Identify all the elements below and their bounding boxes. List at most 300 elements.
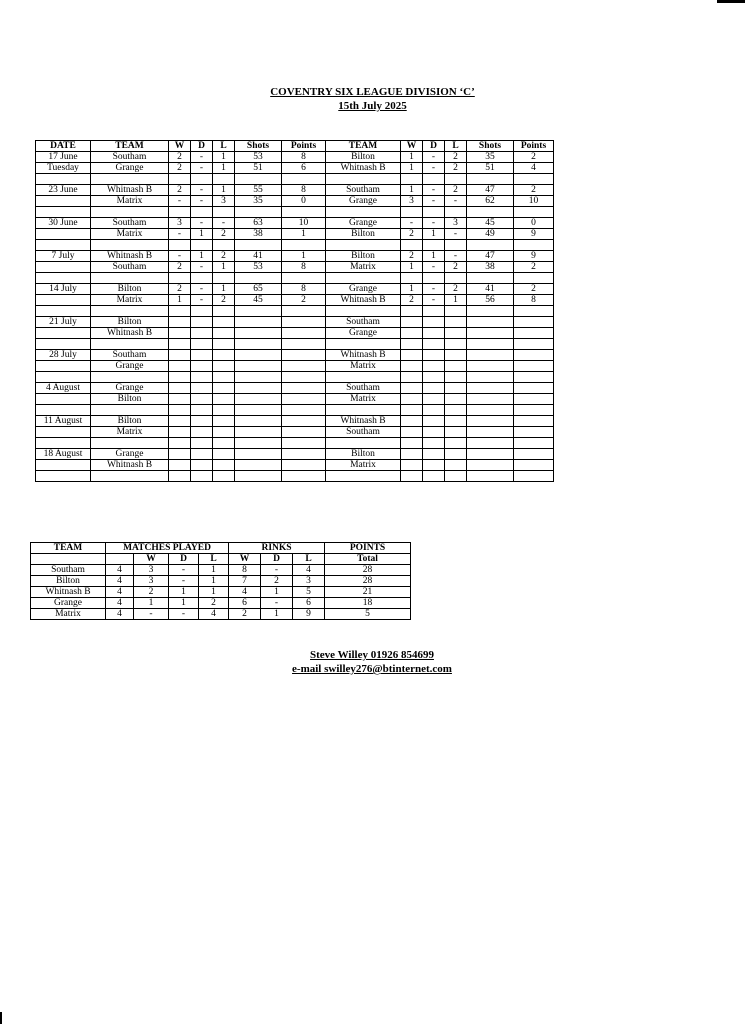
fixture-cell (235, 317, 282, 328)
fixture-cell: Bilton (91, 394, 169, 405)
fixture-cell (401, 416, 423, 427)
fixture-cell (36, 207, 91, 218)
fixture-row (36, 240, 554, 251)
fixture-cell (445, 460, 467, 471)
fixtures-header-cell: D (423, 141, 445, 152)
fixture-cell: Southam (326, 185, 401, 196)
fixture-cell: 62 (467, 196, 514, 207)
fixture-cell (282, 460, 326, 471)
fixture-cell: 1 (423, 251, 445, 262)
fixtures-table (35, 140, 554, 482)
fixture-cell (326, 207, 401, 218)
fixture-cell (36, 394, 91, 405)
fixture-cell: Bilton (326, 152, 401, 163)
fixture-cell (445, 383, 467, 394)
fixture-cell (282, 361, 326, 372)
standings-row (31, 565, 411, 576)
standings-cell: 5 (293, 587, 325, 598)
fixture-cell: - (191, 152, 213, 163)
fixture-row (36, 163, 554, 174)
fixture-cell: Southam (91, 350, 169, 361)
fixture-cell (514, 416, 554, 427)
fixture-cell (36, 174, 91, 185)
fixtures-header-cell: DATE (36, 141, 91, 152)
fixture-cell: 1 (401, 262, 423, 273)
fixture-cell (169, 405, 191, 416)
fixture-cell: Matrix (91, 196, 169, 207)
standings-cell: 4 (199, 609, 229, 620)
fixture-cell (191, 273, 213, 284)
fixture-cell (213, 306, 235, 317)
fixture-cell: 65 (235, 284, 282, 295)
fixture-cell (36, 229, 91, 240)
fixture-cell: 35 (467, 152, 514, 163)
fixture-cell: - (191, 284, 213, 295)
fixture-cell: 3 (169, 218, 191, 229)
fixture-cell (282, 427, 326, 438)
fixture-cell: 2 (445, 163, 467, 174)
fixture-cell (36, 306, 91, 317)
fixture-cell (169, 449, 191, 460)
fixture-row (36, 251, 554, 262)
fixture-cell (282, 416, 326, 427)
fixture-cell (326, 438, 401, 449)
fixture-cell (401, 471, 423, 482)
fixture-row (36, 427, 554, 438)
fixture-cell: - (423, 295, 445, 306)
fixture-cell (191, 174, 213, 185)
fixture-cell (169, 339, 191, 350)
fixtures-header-cell: L (213, 141, 235, 152)
fixture-cell: Grange (91, 163, 169, 174)
fixture-cell: Bilton (91, 416, 169, 427)
fixture-cell (467, 339, 514, 350)
standings-sub-header-cell: D (261, 554, 293, 565)
standings-cell: 5 (325, 609, 411, 620)
fixture-cell (445, 350, 467, 361)
fixture-cell: 2 (169, 152, 191, 163)
fixture-cell (36, 295, 91, 306)
fixture-cell: 1 (401, 284, 423, 295)
fixture-cell (191, 438, 213, 449)
standings-row (31, 609, 411, 620)
fixture-cell (423, 471, 445, 482)
fixture-row (36, 152, 554, 163)
fixture-cell: 47 (467, 251, 514, 262)
fixture-cell (423, 339, 445, 350)
fixture-cell: - (191, 262, 213, 273)
fixture-cell: 0 (514, 218, 554, 229)
fixtures-header-cell: Shots (235, 141, 282, 152)
standings-cell: 1 (199, 576, 229, 587)
fixture-cell: 3 (401, 196, 423, 207)
standings-cell: 7 (229, 576, 261, 587)
standings-sub-header-cell (31, 554, 106, 565)
fixture-cell (191, 328, 213, 339)
fixture-cell: 2 (213, 229, 235, 240)
fixture-cell: - (423, 152, 445, 163)
fixture-cell (445, 361, 467, 372)
fixture-cell (445, 328, 467, 339)
fixture-cell (213, 350, 235, 361)
standings-cell: 28 (325, 565, 411, 576)
standings-cell: 1 (169, 598, 199, 609)
fixture-cell (467, 174, 514, 185)
standings-cell: 6 (293, 598, 325, 609)
fixture-cell (445, 240, 467, 251)
fixture-cell (213, 273, 235, 284)
fixture-cell: 14 July (36, 284, 91, 295)
fixture-cell (401, 427, 423, 438)
standings-table (30, 542, 411, 620)
fixture-cell (91, 174, 169, 185)
fixture-cell: Matrix (91, 295, 169, 306)
fixture-cell (235, 405, 282, 416)
fixture-row (36, 394, 554, 405)
fixture-cell: 49 (467, 229, 514, 240)
fixture-cell (282, 405, 326, 416)
fixture-cell: - (423, 284, 445, 295)
fixture-cell: Southam (326, 383, 401, 394)
fixture-cell (326, 372, 401, 383)
fixture-cell (235, 427, 282, 438)
standings-cell: 8 (229, 565, 261, 576)
fixture-cell: 2 (169, 185, 191, 196)
fixture-cell (235, 207, 282, 218)
standings-cell: 2 (261, 576, 293, 587)
fixture-cell (213, 372, 235, 383)
fixture-cell (169, 207, 191, 218)
fixture-cell (514, 427, 554, 438)
fixture-cell: 53 (235, 152, 282, 163)
fixture-cell (467, 328, 514, 339)
fixture-cell (401, 438, 423, 449)
standings-sub-header-cell: L (293, 554, 325, 565)
standings-cell: 1 (169, 587, 199, 598)
fixture-cell (423, 383, 445, 394)
fixture-cell (423, 405, 445, 416)
fixture-cell: Whitnash B (91, 251, 169, 262)
fixture-cell: 2 (169, 284, 191, 295)
fixture-cell (213, 339, 235, 350)
fixture-cell (467, 240, 514, 251)
fixture-cell (423, 361, 445, 372)
fixture-cell: 45 (467, 218, 514, 229)
fixture-cell: 2 (445, 152, 467, 163)
fixture-cell (235, 372, 282, 383)
standings-cell: 1 (261, 609, 293, 620)
fixture-cell (213, 361, 235, 372)
fixture-cell (401, 350, 423, 361)
fixture-cell: 1 (445, 295, 467, 306)
fixture-cell: Tuesday (36, 163, 91, 174)
fixture-row (36, 471, 554, 482)
fixture-cell: 45 (235, 295, 282, 306)
fixture-cell (423, 174, 445, 185)
fixture-cell (467, 449, 514, 460)
fixture-cell: 51 (235, 163, 282, 174)
fixture-cell (467, 372, 514, 383)
fixture-cell (282, 438, 326, 449)
fixture-cell: 9 (514, 229, 554, 240)
fixture-cell (445, 174, 467, 185)
edge-mark (0, 1012, 2, 1024)
fixture-cell: Whitnash B (91, 460, 169, 471)
standings-cell: 4 (106, 565, 134, 576)
fixture-cell: 41 (467, 284, 514, 295)
fixtures-header-cell: Points (282, 141, 326, 152)
standings-cell: 28 (325, 576, 411, 587)
fixture-cell (445, 449, 467, 460)
fixture-cell (282, 339, 326, 350)
fixture-cell (514, 361, 554, 372)
fixture-cell (235, 306, 282, 317)
fixture-cell: 41 (235, 251, 282, 262)
fixture-cell: 2 (445, 185, 467, 196)
fixture-cell (91, 471, 169, 482)
fixture-cell: 1 (401, 163, 423, 174)
fixture-cell (191, 372, 213, 383)
fixture-cell (401, 328, 423, 339)
fixture-cell: 4 August (36, 383, 91, 394)
standings-cell: 4 (229, 587, 261, 598)
fixture-cell (282, 317, 326, 328)
fixture-cell (401, 339, 423, 350)
fixture-cell (191, 339, 213, 350)
fixture-cell: 21 July (36, 317, 91, 328)
fixture-cell (191, 361, 213, 372)
fixture-cell (467, 460, 514, 471)
fixtures-header-cell: Shots (467, 141, 514, 152)
fixture-cell (514, 383, 554, 394)
fixture-cell (467, 350, 514, 361)
fixture-cell: 6 (282, 163, 326, 174)
fixture-row (36, 328, 554, 339)
fixture-cell: 1 (423, 229, 445, 240)
fixture-row (36, 295, 554, 306)
fixture-cell (213, 174, 235, 185)
fixture-cell (191, 405, 213, 416)
standings-sub-header-row (31, 554, 411, 565)
fixtures-header-cell: TEAM (326, 141, 401, 152)
corner-mark (717, 0, 745, 3)
fixture-cell: Bilton (326, 449, 401, 460)
fixture-cell: 18 August (36, 449, 91, 460)
fixture-cell (282, 174, 326, 185)
fixture-cell (191, 460, 213, 471)
fixture-cell: 2 (401, 229, 423, 240)
fixture-cell (36, 427, 91, 438)
fixture-cell (467, 394, 514, 405)
fixture-cell (213, 383, 235, 394)
fixture-cell (169, 306, 191, 317)
fixture-cell: Grange (326, 196, 401, 207)
fixture-cell (445, 273, 467, 284)
fixture-cell: 11 August (36, 416, 91, 427)
fixture-cell (36, 361, 91, 372)
fixture-cell: Grange (91, 361, 169, 372)
fixture-cell (213, 207, 235, 218)
fixture-cell (213, 438, 235, 449)
fixture-cell: 8 (282, 284, 326, 295)
fixture-cell: - (423, 218, 445, 229)
fixture-cell: 3 (213, 196, 235, 207)
fixture-cell (282, 449, 326, 460)
fixture-cell (235, 438, 282, 449)
fixture-cell (423, 207, 445, 218)
fixture-cell: 2 (445, 284, 467, 295)
fixture-cell (91, 438, 169, 449)
fixture-cell (445, 317, 467, 328)
fixture-cell (401, 394, 423, 405)
fixture-cell (514, 438, 554, 449)
fixture-row (36, 174, 554, 185)
fixture-cell (91, 240, 169, 251)
fixture-cell: 9 (514, 251, 554, 262)
contact-email: e-mail swilley276@btinternet.com (292, 663, 452, 675)
fixture-cell (423, 328, 445, 339)
standings-cell: 4 (106, 609, 134, 620)
fixture-cell (36, 196, 91, 207)
page-date: 15th July 2025 (338, 100, 407, 112)
fixture-cell (423, 438, 445, 449)
fixture-cell (169, 328, 191, 339)
fixture-cell (282, 273, 326, 284)
fixture-cell: 55 (235, 185, 282, 196)
fixture-cell (401, 306, 423, 317)
fixture-cell: 2 (169, 262, 191, 273)
standings-team-cell: Whitnash B (31, 587, 106, 598)
fixture-cell (91, 372, 169, 383)
standings-team-cell: Grange (31, 598, 106, 609)
fixture-cell: 35 (235, 196, 282, 207)
fixture-cell (213, 405, 235, 416)
fixture-cell (326, 339, 401, 350)
fixture-cell (282, 471, 326, 482)
fixture-cell (169, 317, 191, 328)
fixture-cell (401, 460, 423, 471)
fixture-cell (36, 438, 91, 449)
fixture-cell (467, 438, 514, 449)
fixture-cell (235, 394, 282, 405)
fixture-row (36, 405, 554, 416)
fixture-cell: 23 June (36, 185, 91, 196)
fixtures-header-cell: W (401, 141, 423, 152)
fixture-cell (445, 207, 467, 218)
fixture-cell (445, 471, 467, 482)
fixture-cell: Whitnash B (326, 295, 401, 306)
fixture-cell (467, 405, 514, 416)
fixture-cell: Grange (91, 383, 169, 394)
fixture-cell: 1 (213, 284, 235, 295)
fixture-cell: Whitnash B (326, 416, 401, 427)
fixture-cell (191, 306, 213, 317)
fixture-cell (169, 427, 191, 438)
standings-cell: 1 (199, 587, 229, 598)
fixture-cell: Matrix (326, 394, 401, 405)
fixture-cell (401, 383, 423, 394)
fixture-cell (36, 240, 91, 251)
fixture-cell (514, 328, 554, 339)
fixture-cell (445, 306, 467, 317)
fixture-cell: 4 (514, 163, 554, 174)
fixture-cell (91, 405, 169, 416)
fixture-cell (514, 350, 554, 361)
fixture-cell: - (401, 218, 423, 229)
fixture-cell: 28 July (36, 350, 91, 361)
fixture-cell (91, 207, 169, 218)
fixture-row (36, 229, 554, 240)
page-title: COVENTRY SIX LEAGUE DIVISION ‘C’ (270, 86, 475, 98)
fixture-cell (235, 174, 282, 185)
fixture-cell (191, 207, 213, 218)
fixture-cell (445, 339, 467, 350)
standings-cell: - (169, 576, 199, 587)
fixture-cell: 0 (282, 196, 326, 207)
fixture-cell (445, 405, 467, 416)
standings-cell: 3 (134, 576, 169, 587)
fixture-cell: 10 (282, 218, 326, 229)
fixture-cell (191, 427, 213, 438)
standings-sub-header-cell (106, 554, 134, 565)
standings-sub-header-cell: L (199, 554, 229, 565)
fixture-row (36, 218, 554, 229)
fixture-cell (282, 394, 326, 405)
standings-team-cell: Bilton (31, 576, 106, 587)
fixture-cell (169, 240, 191, 251)
standings-row (31, 587, 411, 598)
fixture-cell: 47 (467, 185, 514, 196)
fixture-cell: 53 (235, 262, 282, 273)
fixture-cell (282, 306, 326, 317)
fixture-cell (235, 471, 282, 482)
fixture-row (36, 350, 554, 361)
fixture-cell (36, 262, 91, 273)
fixture-cell (423, 416, 445, 427)
standings-sub-header-cell: W (134, 554, 169, 565)
fixture-cell (213, 460, 235, 471)
fixture-cell (235, 460, 282, 471)
fixture-cell (169, 383, 191, 394)
standings-cell: 1 (261, 587, 293, 598)
fixture-cell: 1 (213, 262, 235, 273)
fixture-row (36, 449, 554, 460)
standings-row (31, 598, 411, 609)
fixture-cell: 1 (169, 295, 191, 306)
rinks-header: RINKS (229, 543, 325, 554)
standings-cell: 21 (325, 587, 411, 598)
standings-cell: - (169, 609, 199, 620)
fixture-cell (235, 361, 282, 372)
fixture-cell: - (191, 163, 213, 174)
fixture-row (36, 383, 554, 394)
fixture-cell (467, 471, 514, 482)
fixture-cell (326, 405, 401, 416)
fixture-cell: 51 (467, 163, 514, 174)
standings-sub-header-cell: W (229, 554, 261, 565)
standings-team-cell: Southam (31, 565, 106, 576)
fixture-cell: 1 (282, 251, 326, 262)
fixture-cell (213, 449, 235, 460)
fixture-cell: - (423, 262, 445, 273)
fixture-cell: 2 (213, 295, 235, 306)
fixture-cell: 2 (514, 185, 554, 196)
fixtures-header-cell: L (445, 141, 467, 152)
fixture-cell (36, 273, 91, 284)
fixture-cell (423, 273, 445, 284)
points-header: POINTS (325, 543, 411, 554)
fixture-cell: Matrix (326, 262, 401, 273)
